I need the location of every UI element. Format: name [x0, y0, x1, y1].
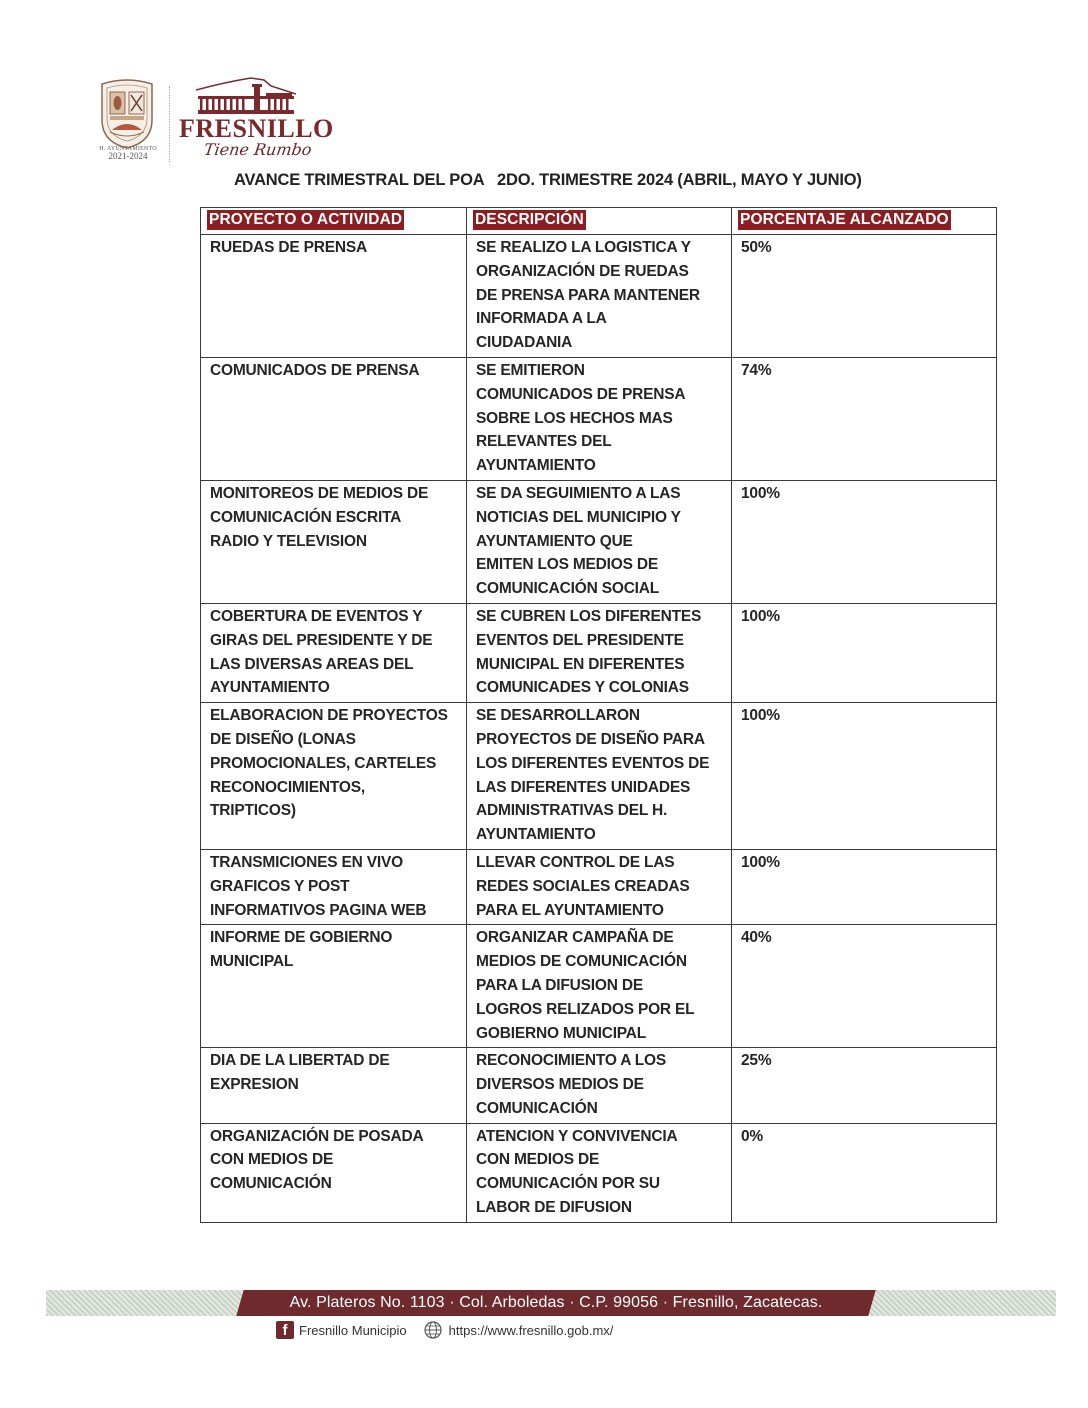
description-cell: SE DESARROLLARON PROYECTOS DE DISEÑO PARA LOS DIFERENTES EVENTOS DE LAS DIFERENTES UNIDADES ADMINISTRATIVAS DEL H. AYUNTAMIENTO — [467, 703, 732, 850]
percent-cell: 74% — [732, 357, 997, 480]
percent-cell: 100% — [732, 603, 997, 702]
table-row — [201, 849, 997, 924]
description-cell: SE DA SEGUIMIENTO A LAS NOTICIAS DEL MUNICIPIO Y AYUNTAMIENTO QUE EMITEN LOS MEDIOS DE COMUNICACIÓN SOCIAL — [467, 480, 732, 603]
column-header-label: DESCRIPCIÓN — [475, 211, 584, 228]
table-row — [201, 480, 997, 603]
footer-address: Av. Plateros No. 1103 · Col. Arboledas · C.P. 99056 · Fresnillo, Zacatecas. — [289, 1294, 823, 1311]
activity-cell: INFORME DE GOBIERNO MUNICIPAL — [201, 925, 467, 1048]
description-cell: SE EMITIERON COMUNICADOS DE PRENSA SOBRE LOS HECHOS MAS RELEVANTES DEL AYUNTAMIENTO — [467, 357, 732, 480]
percent-cell: 100% — [732, 480, 997, 603]
column-header-activity — [201, 208, 467, 235]
percent-cell: 100% — [732, 703, 997, 850]
percent-cell: 0% — [732, 1123, 997, 1222]
document-title: AVANCE TRIMESTRAL DEL POA 2DO. TRIMESTRE 2024 (ABRIL, MAYO Y JUNIO) — [234, 171, 862, 189]
activity-cell: TRANSMICIONES EN VIVO GRAFICOS Y POST INFORMATIVOS PAGINA WEB — [201, 849, 467, 924]
table-row — [201, 1123, 997, 1222]
table-row — [201, 235, 997, 358]
percent-cell: 100% — [732, 849, 997, 924]
table-row — [201, 703, 997, 850]
description-cell: SE REALIZO LA LOGISTICA Y ORGANIZACIÓN DE RUEDAS DE PRENSA PARA MANTENER INFORMADA A LA CIUDADANIA — [467, 235, 732, 358]
table-row — [201, 357, 997, 480]
globe-icon — [423, 1320, 443, 1340]
column-header-label: PORCENTAJE ALCANZADO — [740, 211, 949, 228]
activity-cell: DIA DE LA LIBERTAD DE EXPRESION — [201, 1048, 467, 1123]
description-cell: LLEVAR CONTROL DE LAS REDES SOCIALES CREADAS PARA EL AYUNTAMIENTO — [467, 849, 732, 924]
column-header-label: PROYECTO O ACTIVIDAD — [209, 211, 403, 228]
poa-progress-table — [200, 207, 997, 1223]
activity-cell: ORGANIZACIÓN DE POSADA CON MEDIOS DE COMUNICACIÓN — [201, 1123, 467, 1222]
column-header-percent — [732, 208, 997, 235]
seal-caption-line1: H. AYUNTAMIENTO — [99, 146, 157, 152]
facebook-icon: f — [276, 1321, 294, 1339]
brand-name: FRESNILLO — [179, 114, 334, 143]
table-row — [201, 925, 997, 1048]
activity-cell: ELABORACION DE PROYECTOS DE DISEÑO (LONAS PROMOCIONALES, CARTELES RECONOCIMIENTOS, TRIPTICOS) — [201, 703, 467, 850]
description-cell: RECONOCIMIENTO A LOS DIVERSOS MEDIOS DE COMUNICACIÓN — [467, 1048, 732, 1123]
column-header-description — [467, 208, 732, 235]
facebook-link[interactable]: Fresnillo Municipio — [299, 1322, 407, 1338]
description-cell: ATENCION Y CONVIVENCIA CON MEDIOS DE COMUNICACIÓN POR SU LABOR DE DIFUSION — [467, 1123, 732, 1222]
table-header-row — [201, 208, 997, 235]
footer-links — [276, 1320, 613, 1340]
brand-tagline: Tiene Rumbo — [202, 140, 313, 159]
percent-cell: 25% — [732, 1048, 997, 1123]
activity-cell: COBERTURA DE EVENTOS Y GIRAS DEL PRESIDENTE Y DE LAS DIVERSAS AREAS DEL AYUNTAMIENTO — [201, 603, 467, 702]
activity-cell: COMUNICADOS DE PRENSA — [201, 357, 467, 480]
description-cell: ORGANIZAR CAMPAÑA DE MEDIOS DE COMUNICACIÓN PARA LA DIFUSION DE LOGROS RELIZADOS POR EL GOBIERNO MUNICIPAL — [467, 925, 732, 1048]
description-cell: SE CUBREN LOS DIFERENTES EVENTOS DEL PRESIDENTE MUNICIPAL EN DIFERENTES COMUNICADES Y COLONIAS — [467, 603, 732, 702]
activity-cell: MONITOREOS DE MEDIOS DE COMUNICACIÓN ESCRITA RADIO Y TELEVISION — [201, 480, 467, 603]
building-skyline-icon — [196, 76, 296, 116]
seal-caption-line2: 2021-2024 — [108, 151, 148, 162]
table-row — [201, 603, 997, 702]
activity-cell: RUEDAS DE PRENSA — [201, 235, 467, 358]
header-logos — [96, 76, 336, 168]
website-link[interactable]: https://www.fresnillo.gob.mx/ — [448, 1322, 614, 1338]
percent-cell: 50% — [732, 235, 997, 358]
percent-cell: 40% — [732, 925, 997, 1048]
seal-caption — [96, 146, 160, 162]
logo-divider — [169, 86, 170, 162]
table-row — [201, 1048, 997, 1123]
municipal-seal-icon — [98, 78, 156, 150]
